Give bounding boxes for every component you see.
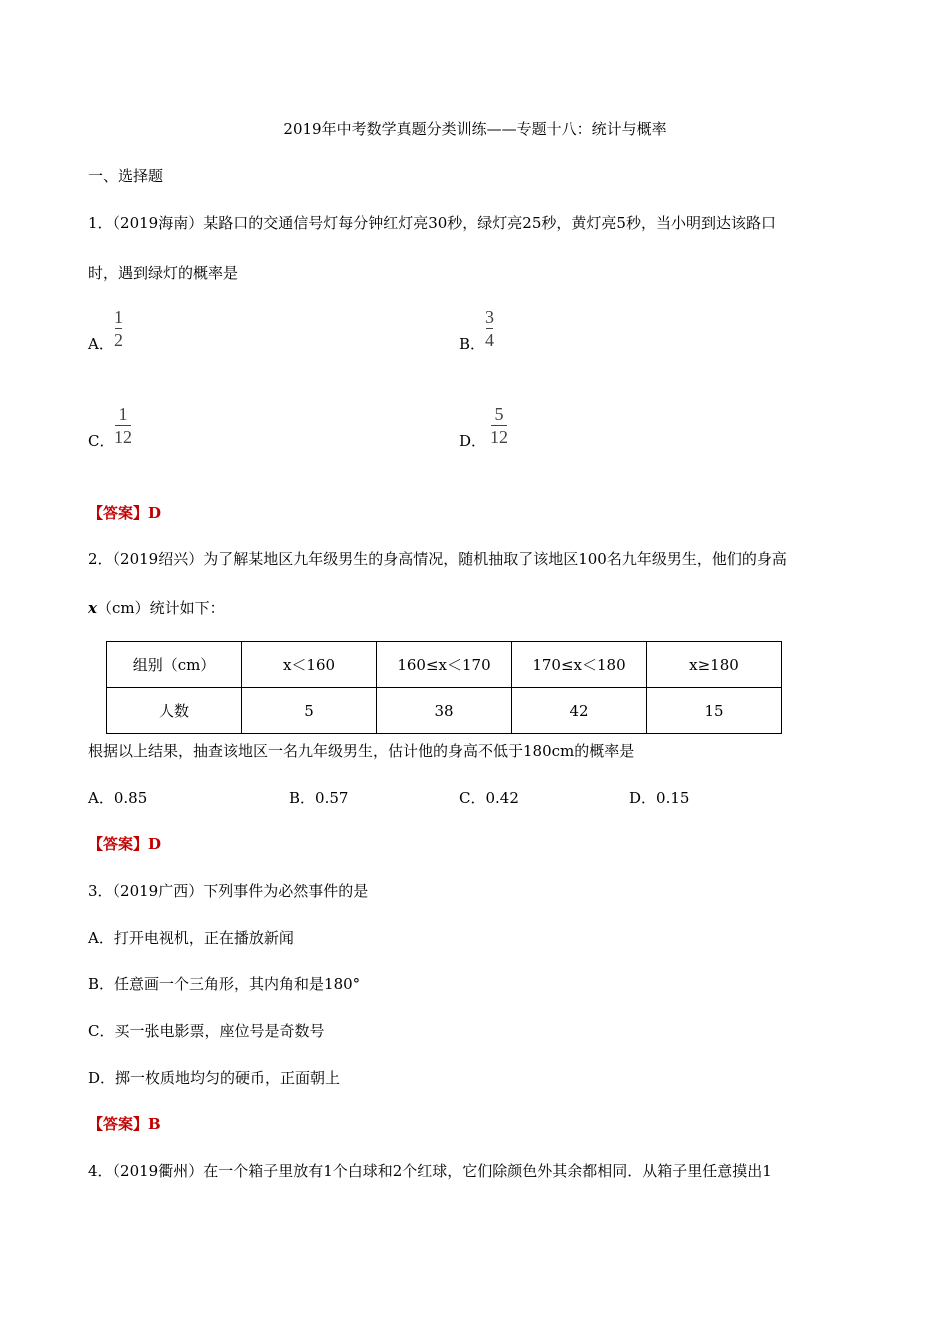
table-header-cell: x＜160 — [242, 642, 377, 688]
q2-variable-x: x — [88, 599, 97, 617]
q1-option-c-fraction — [114, 403, 132, 448]
q2-line2 — [88, 597, 225, 618]
q1-line2: 时，遇到绿灯的概率是 — [88, 264, 239, 282]
q3-option-b: B．任意画一个三角形，其内角和是180° — [88, 975, 361, 993]
q1-option-d-fraction — [490, 403, 508, 448]
q2-answer: 【答案】D — [88, 835, 162, 853]
table-cell: 42 — [512, 688, 647, 734]
q2-option-a: A．0.85 — [88, 789, 148, 807]
q3-option-a: A．打开电视机，正在播放新闻 — [88, 929, 294, 947]
table-row — [107, 642, 782, 688]
table-cell: 人数 — [107, 688, 242, 734]
table-row — [107, 688, 782, 734]
table-cell: 5 — [242, 688, 377, 734]
q1-line1: 1．（2019海南）某路口的交通信号灯每分钟红灯亮30秒，绿灯亮25秒，黄灯亮5秒，当小明到达该路口 — [88, 214, 776, 232]
q2-option-c: C．0.42 — [459, 789, 519, 807]
table-header-cell: 170≤x＜180 — [512, 642, 647, 688]
q1-option-b-label: B． — [459, 335, 486, 353]
q1-option-d-label: D． — [459, 432, 487, 450]
q3-line1: 3．（2019广西）下列事件为必然事件的是 — [88, 882, 369, 900]
q2-line2-text: （cm）统计如下： — [96, 599, 225, 617]
table-header-cell: 组别（cm） — [107, 642, 242, 688]
q1-option-d-denominator: 12 — [490, 427, 508, 447]
q1-option-c-numerator: 1 — [118, 404, 128, 424]
table-header-cell: x≥180 — [647, 642, 782, 688]
q2-line1: 2．（2019绍兴）为了解某地区九年级男生的身高情况，随机抽取了该地区100名九年级男生，他们的身高 — [88, 550, 787, 568]
q1-option-c-label: C． — [88, 432, 115, 450]
q2-line3: 根据以上结果，抽查该地区一名九年级男生，估计他的身高不低于180cm的概率是 — [88, 742, 635, 760]
q1-option-b-numerator: 3 — [485, 307, 494, 327]
q1-answer: 【答案】D — [88, 504, 162, 522]
q3-option-d: D．掷一枚质地均匀的硬币，正面朝上 — [88, 1069, 341, 1087]
q1-option-b-fraction — [485, 306, 494, 351]
section-heading: 一、选择题 — [88, 167, 164, 185]
q1-option-a-label: A． — [88, 335, 114, 353]
q1-option-d-numerator: 5 — [494, 404, 504, 424]
q1-option-c-denominator: 12 — [114, 427, 132, 447]
q1-option-a-numerator: 1 — [114, 307, 123, 327]
q2-option-b: B．0.57 — [289, 789, 349, 807]
q2-option-d: D．0.15 — [629, 789, 690, 807]
q1-option-a-denominator: 2 — [114, 330, 123, 350]
document-title: 2019年中考数学真题分类训练——专题十八：统计与概率 — [283, 120, 667, 138]
q1-option-a-fraction — [114, 306, 123, 351]
table-header-cell: 160≤x＜170 — [377, 642, 512, 688]
q3-option-c: C．买一张电影票，座位号是奇数号 — [88, 1022, 325, 1040]
q3-answer: 【答案】B — [88, 1115, 161, 1133]
q1-option-b-denominator: 4 — [485, 330, 494, 350]
table-cell: 15 — [647, 688, 782, 734]
q4-line1: 4．（2019衢州）在一个箱子里放有1个白球和2个红球，它们除颜色外其余都相同．从箱子里任意摸出1 — [88, 1162, 772, 1180]
table-cell: 38 — [377, 688, 512, 734]
height-table — [106, 641, 782, 734]
